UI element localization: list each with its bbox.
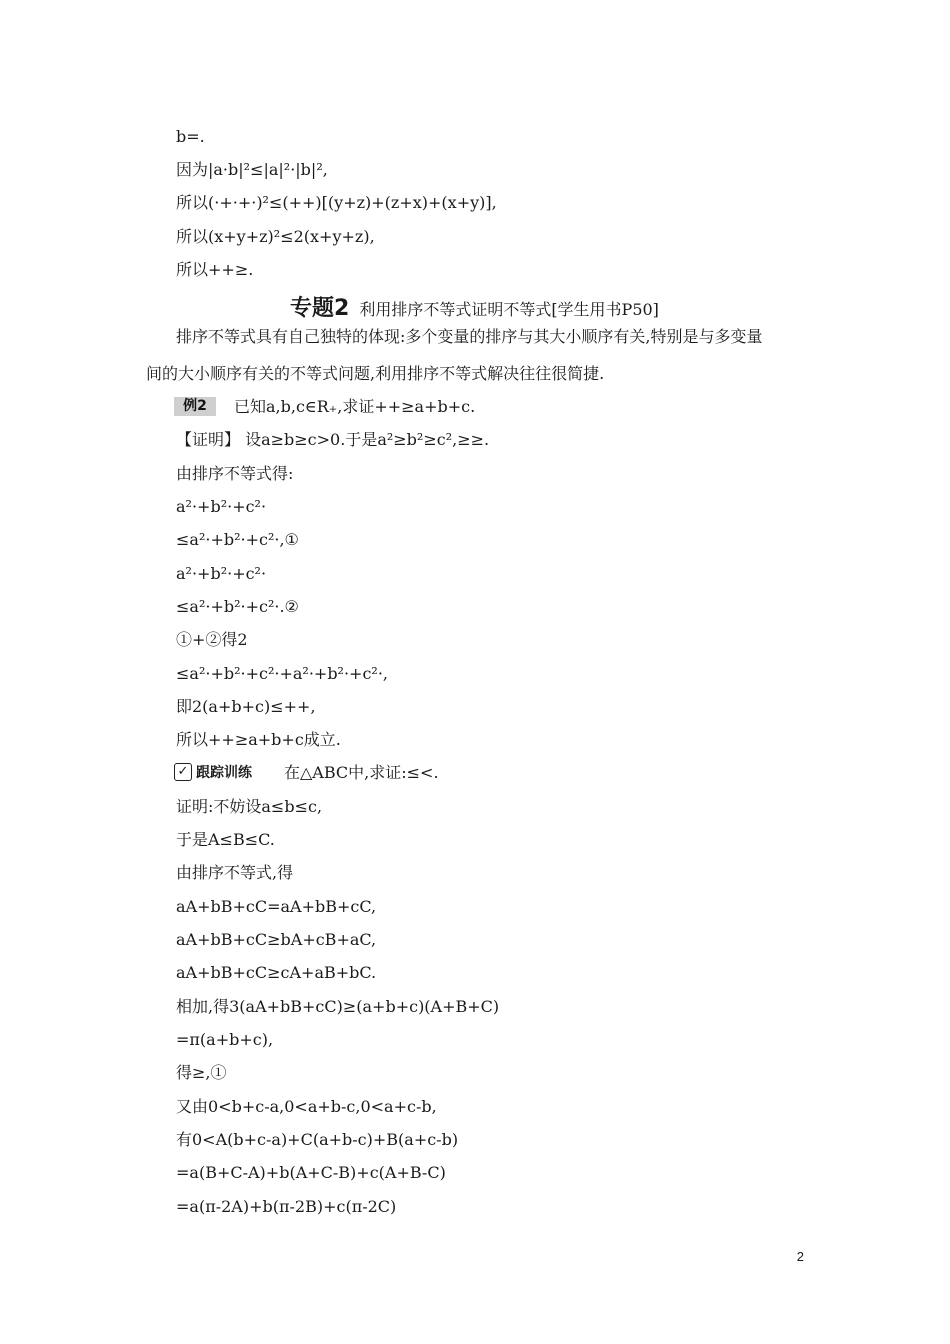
proof-line: ≤a²·+b²·+c²·+a²·+b²·+c²·, bbox=[176, 664, 389, 683]
proof-line: a²·+b²·+c²· bbox=[176, 564, 267, 583]
example-tag: 例2 bbox=[174, 397, 216, 416]
practice-statement: 在△ABC中,求证:≤<. bbox=[284, 763, 439, 782]
text-line: 所以(x+y+z)²≤2(x+y+z), bbox=[176, 227, 375, 246]
section-title: 利用排序不等式证明不等式[学生用书P50] bbox=[359, 300, 659, 319]
intro-line: 间的大小顺序有关的不等式问题,利用排序不等式解决往往很简捷. bbox=[146, 364, 605, 383]
solution-line: =a(π-2A)+b(π-2B)+c(π-2C) bbox=[176, 1197, 397, 1216]
solution-line: 得≥,① bbox=[176, 1063, 227, 1082]
proof-line: a²·+b²·+c²· bbox=[176, 497, 267, 516]
solution-line: 相加,得3(aA+bB+cC)≥(a+b+c)(A+B+C) bbox=[176, 997, 500, 1016]
example-statement: 已知a,b,c∈R₊,求证++≥a+b+c. bbox=[234, 397, 476, 416]
text-line: 所以(·+·+·)²≤(++)[(y+z)+(z+x)+(x+y)], bbox=[176, 193, 497, 212]
check-icon: ✓ bbox=[174, 763, 192, 781]
section-heading bbox=[290, 291, 659, 322]
proof-line: 所以++≥a+b+c成立. bbox=[176, 730, 341, 749]
proof-line: 【证明】 设a≥b≥c>0.于是a²≥b²≥c²,≥≥. bbox=[176, 430, 490, 449]
solution-line: 证明:不妨设a≤b≤c, bbox=[176, 797, 323, 816]
solution-line: aA+bB+cC=aA+bB+cC, bbox=[176, 897, 377, 916]
solution-line: 又由0<b+c-a,0<a+b-c,0<a+c-b, bbox=[176, 1097, 437, 1116]
intro-line: 排序不等式具有自己独特的体现:多个变量的排序与其大小顺序有关,特别是与多变量 bbox=[176, 327, 763, 346]
text-line: 所以++≥. bbox=[176, 260, 254, 279]
proof-line: ≤a²·+b²·+c²·.② bbox=[176, 597, 299, 616]
solution-line: =a(B+C-A)+b(A+C-B)+c(A+B-C) bbox=[176, 1163, 446, 1182]
solution-line: =π(a+b+c), bbox=[176, 1030, 274, 1049]
proof-line: ①+②得2 bbox=[176, 630, 248, 649]
practice-tag bbox=[174, 762, 252, 782]
solution-line: 有0<A(b+c-a)+C(a+b-c)+B(a+c-b) bbox=[176, 1130, 459, 1149]
proof-line: 即2(a+b+c)≤++, bbox=[176, 697, 316, 716]
practice-tag-label: 跟踪训练 bbox=[196, 765, 252, 781]
proof-line: 由排序不等式得: bbox=[176, 464, 294, 483]
solution-line: 由排序不等式,得 bbox=[176, 863, 294, 882]
page-number: 2 bbox=[796, 1249, 804, 1264]
text-line: b=. bbox=[176, 127, 205, 146]
solution-line: aA+bB+cC≥bA+cB+aC, bbox=[176, 930, 377, 949]
proof-line: ≤a²·+b²·+c²·,① bbox=[176, 530, 299, 549]
text-line: 因为|a·b|²≤|a|²·|b|², bbox=[176, 160, 328, 179]
section-number: 专题2 bbox=[290, 296, 350, 321]
solution-line: 于是A≤B≤C. bbox=[176, 830, 275, 849]
solution-line: aA+bB+cC≥cA+aB+bC. bbox=[176, 963, 377, 982]
